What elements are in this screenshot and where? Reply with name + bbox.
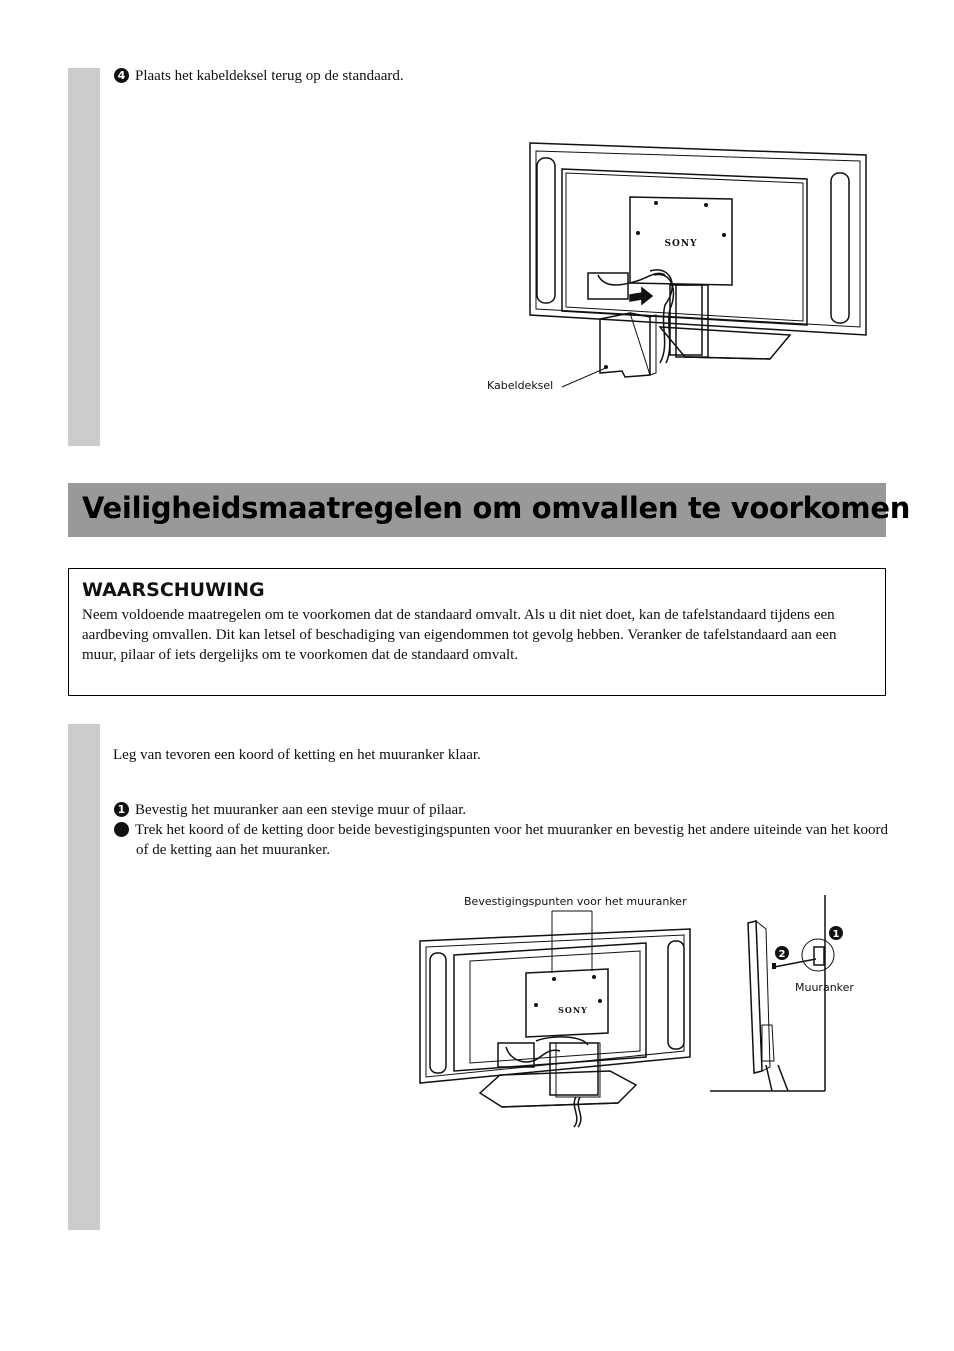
step-number-badge: 1 [114, 802, 129, 817]
callout-kabeldeksel: Kabeldeksel [487, 379, 554, 392]
marker-1: 1 [832, 929, 840, 940]
step-number-badge: 2 [114, 822, 129, 837]
sidebar-bar-top [68, 68, 100, 446]
step-number-badge: 4 [114, 68, 129, 83]
section-title: Veiligheidsmaatregelen om omvallen te voorkomen [82, 491, 911, 525]
callout-bevestigingspunten: Bevestigingspunten voor het muuranker [464, 895, 687, 908]
step-text: Trek het koord of de ketting door beide bevestigingspunten voor het muuranker en bevestig het andere uiteinde van het koord of de ketting aan het muuranker. [135, 822, 888, 858]
step-text: Bevestig het muuranker aan een stevige muur of pilaar. [135, 802, 467, 818]
sidebar-bar-bottom [68, 724, 100, 1230]
step-text: Plaats het kabeldeksel terug op de standaard. [135, 68, 404, 84]
tv-rear-cable-cover-illustration [480, 135, 880, 400]
warning-heading: WAARSCHUWING [82, 579, 265, 601]
marker-2: 2 [778, 949, 786, 960]
warning-box [68, 568, 886, 696]
step-2 [106, 820, 896, 860]
callout-muuranker: Muuranker [795, 981, 854, 994]
step-1 [114, 800, 466, 820]
wall-anchor-illustration [410, 885, 880, 1135]
sony-logo: SONY [664, 239, 698, 249]
step-4 [114, 66, 404, 86]
warning-text: Neem voldoende maatregelen om te voorkomen dat de standaard omvalt. Als u dit niet doet, kan de tafelstandaard tijdens een aardbeving omvallen. Dit kan letsel of beschadiging van eigendommen tot gevolg hebben. Veranker de tafelstandaard aan een muur, pilaar of iets dergelijks om te voorkomen dat de standaard omvalt. [82, 607, 837, 663]
sony-logo: SONY [558, 1005, 588, 1015]
prep-text: Leg van tevoren een koord of ketting en het muuranker klaar. [113, 747, 481, 763]
section-banner [68, 483, 911, 537]
